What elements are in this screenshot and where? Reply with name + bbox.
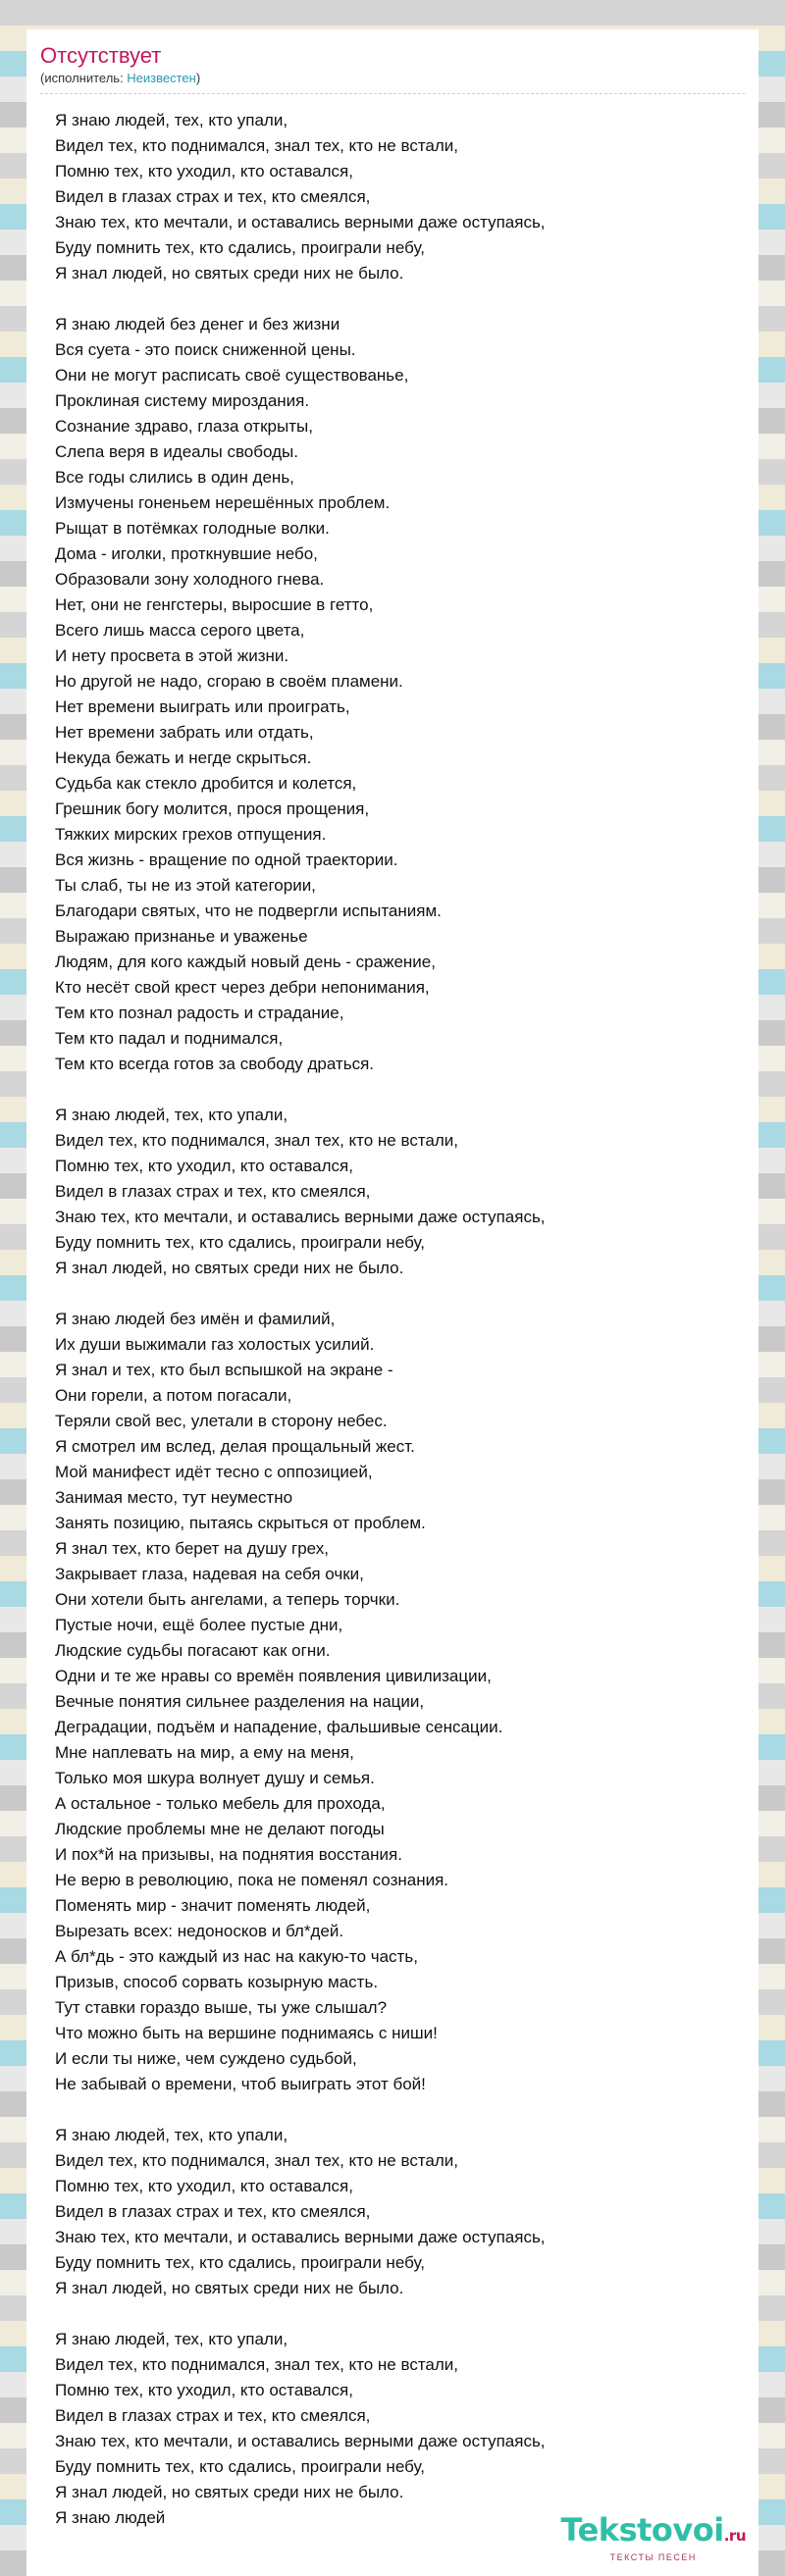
logo-tagline: ТЕКСТЫ ПЕСЕН <box>609 2552 697 2562</box>
site-logo[interactable] <box>561 2513 746 2562</box>
lyric-line: Я смотрел им вслед, делая прощальный жест. <box>55 1437 415 1456</box>
performer-line <box>40 70 745 94</box>
lyric-line: Благодари святых, что не подвергли испытаниям. <box>55 902 442 920</box>
lyric-line: Вырезать всех: недоносков и бл*дей. <box>55 1922 344 1940</box>
lyric-line: Я знаю людей без денег и без жизни <box>55 315 340 334</box>
lyric-line: Я знал и тех, кто был вспышкой на экране - <box>55 1361 393 1379</box>
logo-name: Tekstovoi <box>560 2511 724 2549</box>
lyric-line: Помню тех, кто уходил, кто оставался, <box>55 162 353 180</box>
lyric-line: Людям, для кого каждый новый день - сражение, <box>55 953 436 971</box>
lyric-line: Я знал людей, но святых среди них не было. <box>55 1259 404 1277</box>
lyric-line: Я знаю людей без имён и фамилий, <box>55 1310 336 1328</box>
lyric-line: А бл*дь - это каждый из нас на какую-то часть, <box>55 1947 418 1966</box>
lyric-line: Видел тех, кто поднимался, знал тех, кто не встали, <box>55 1131 459 1150</box>
lyric-line: Что можно быть на вершине поднимаясь с ниши! <box>55 2024 438 2042</box>
lyric-line: Я знаю людей, тех, кто упали, <box>55 111 288 129</box>
lyric-line: Они хотели быть ангелами, а теперь торчки. <box>55 1590 400 1609</box>
lyric-line: Помню тех, кто уходил, кто оставался, <box>55 2381 353 2399</box>
lyric-line: Занять позицию, пытаясь скрыться от проблем. <box>55 1514 426 1532</box>
lyric-line: Образовали зону холодного гнева. <box>55 570 325 589</box>
lyric-line: Призыв, способ сорвать козырную масть. <box>55 1973 379 1991</box>
lyric-line: Пустые ночи, ещё более пустые дни, <box>55 1616 343 1634</box>
lyric-line: Рыщат в потёмках голодные волки. <box>55 519 330 538</box>
lyric-line: Я знал людей, но святых среди них не было. <box>55 2279 404 2297</box>
lyric-line: Я знаю людей, тех, кто упали, <box>55 1106 288 1124</box>
lyric-line: Нет времени забрать или отдать, <box>55 723 314 742</box>
lyric-line: Слепа веря в идеалы свободы. <box>55 442 298 461</box>
lyric-line: Закрывает глаза, надевая на себя очки, <box>55 1565 364 1583</box>
lyric-line: Людские судьбы погасают как огни. <box>55 1641 331 1660</box>
lyric-line: Не забывай о времени, чтоб выиграть этот бой! <box>55 2075 426 2093</box>
lyric-line: Я знал тех, кто берет на душу грех, <box>55 1539 329 1558</box>
lyric-line: И нету просвета в этой жизни. <box>55 646 289 665</box>
lyric-line: Теряли свой вес, улетали в сторону небес. <box>55 1412 388 1430</box>
lyric-line: Всего лишь масса серого цвета, <box>55 621 305 640</box>
lyric-line: Мне наплевать на мир, а ему на меня, <box>55 1743 354 1762</box>
lyric-line: Видел тех, кто поднимался, знал тех, кто не встали, <box>55 2355 459 2374</box>
lyric-line: Грешник богу молится, прося прощения, <box>55 799 370 818</box>
lyric-line: Буду помнить тех, кто сдались, проиграли небу, <box>55 238 425 257</box>
performer-suffix: ) <box>195 71 201 85</box>
lyric-line: Тем кто всегда готов за свободу драться. <box>55 1055 374 1073</box>
lyric-line: Вечные понятия сильнее разделения на нации, <box>55 1692 425 1711</box>
lyric-line: И если ты ниже, чем суждено судьбой, <box>55 2049 357 2068</box>
lyrics-stanza <box>55 312 745 1077</box>
lyric-line: Поменять мир - значит поменять людей, <box>55 1896 371 1915</box>
logo-tld: .ru <box>723 2527 746 2545</box>
lyric-line: Знаю тех, кто мечтали, и оставались верными даже оступаясь, <box>55 2228 546 2246</box>
lyric-line: Буду помнить тех, кто сдались, проиграли небу, <box>55 2253 425 2272</box>
lyric-line: Видел в глазах страх и тех, кто смеялся, <box>55 2406 371 2425</box>
lyric-line: Дома - иголки, проткнувшие небо, <box>55 544 318 563</box>
lyric-line: Вся жизнь - вращение по одной траектории. <box>55 850 398 869</box>
lyric-line: Я знаю людей, тех, кто упали, <box>55 2330 288 2348</box>
lyric-line: Все годы слились в один день, <box>55 468 294 487</box>
lyric-line: Знаю тех, кто мечтали, и оставались верными даже оступаясь, <box>55 2432 546 2450</box>
performer-link[interactable]: Неизвестен <box>127 71 196 85</box>
lyric-line: Деградации, подъём и нападение, фальшивые сенсации. <box>55 1718 503 1736</box>
lyric-line: Нет, они не генгстеры, выросшие в гетто, <box>55 595 374 614</box>
lyric-line: Они горели, а потом погасали, <box>55 1386 292 1405</box>
lyric-line: Измучены гоненьем нерешённых проблем. <box>55 493 391 512</box>
lyric-line: Знаю тех, кто мечтали, и оставались верными даже оступаясь, <box>55 1208 546 1226</box>
lyric-line: Но другой не надо, сгораю в своём пламени. <box>55 672 403 691</box>
lyric-line: Они не могут расписать своё существованье, <box>55 366 409 385</box>
lyric-line: Не верю в революцию, пока не поменял сознания. <box>55 1871 449 1889</box>
lyric-line: Тут ставки гораздо выше, ты уже слышал? <box>55 1998 388 2017</box>
lyrics-stanza <box>55 108 745 286</box>
lyric-line: Кто несёт свой крест через дебри непонимания, <box>55 978 430 997</box>
lyrics-stanza <box>55 2123 745 2301</box>
lyric-line: Я знаю людей, тех, кто упали, <box>55 2126 288 2144</box>
lyric-line: И пох*й на призывы, на поднятия восстания. <box>55 1845 402 1864</box>
lyric-line: Их души выжимали газ холостых усилий. <box>55 1335 375 1354</box>
lyric-line: Только моя шкура волнует душу и семья. <box>55 1769 375 1787</box>
lyric-line: Знаю тех, кто мечтали, и оставались верными даже оступаясь, <box>55 213 546 232</box>
lyric-line: Вся суета - это поиск сниженной цены. <box>55 340 356 359</box>
lyric-line: Видел тех, кто поднимался, знал тех, кто не встали, <box>55 136 459 155</box>
lyric-line: Тем кто познал радость и страдание, <box>55 1004 344 1022</box>
lyric-line: Видел в глазах страх и тех, кто смеялся, <box>55 2202 371 2221</box>
lyric-line: Тем кто падал и поднимался, <box>55 1029 284 1048</box>
lyric-line: Я знаю людей <box>55 2508 166 2527</box>
lyric-line: Видел тех, кто поднимался, знал тех, кто не встали, <box>55 2151 459 2170</box>
lyric-line: Проклиная систему мироздания. <box>55 391 310 410</box>
lyric-line: Судьба как стекло дробится и колется, <box>55 774 357 793</box>
lyric-line: Буду помнить тех, кто сдались, проиграли небу, <box>55 1233 425 1252</box>
lyrics-stanza <box>55 1307 745 2097</box>
lyric-line: Тяжких мирских грехов отпущения. <box>55 825 327 844</box>
lyric-line: Помню тех, кто уходил, кто оставался, <box>55 2177 353 2195</box>
lyric-line: Видел в глазах страх и тех, кто смеялся, <box>55 187 371 206</box>
lyric-line: Я знал людей, но святых среди них не было. <box>55 2483 404 2501</box>
lyrics-stanza <box>55 2327 745 2531</box>
lyric-line: Одни и те же нравы со времён появления цивилизации, <box>55 1667 492 1685</box>
lyric-line: Я знал людей, но святых среди них не было. <box>55 264 404 283</box>
lyric-line: Мой манифест идёт тесно с оппозицией, <box>55 1463 373 1481</box>
lyric-line: Помню тех, кто уходил, кто оставался, <box>55 1157 353 1175</box>
logo-wordmark <box>561 2513 746 2552</box>
performer-prefix: (исполнитель: <box>40 71 128 85</box>
lyric-line: Людские проблемы мне не делают погоды <box>55 1820 385 1838</box>
song-title: Отсутствует <box>40 43 162 68</box>
lyric-line: Видел в глазах страх и тех, кто смеялся, <box>55 1182 371 1201</box>
lyric-line: Сознание здраво, глаза открыты, <box>55 417 313 436</box>
lyric-line: Занимая место, тут неуместно <box>55 1488 293 1507</box>
lyrics-stanza <box>55 1103 745 1281</box>
lyric-line: Буду помнить тех, кто сдались, проиграли небу, <box>55 2457 425 2476</box>
lyric-line: Некуда бежать и негде скрыться. <box>55 748 312 767</box>
lyric-line: Ты слаб, ты не из этой категории, <box>55 876 316 895</box>
lyrics-card <box>26 29 759 2576</box>
lyric-line: А остальное - только мебель для прохода, <box>55 1794 386 1813</box>
lyric-line: Нет времени выиграть или проиграть, <box>55 697 350 716</box>
lyrics-body <box>40 108 745 2531</box>
lyric-line: Выражаю признанье и уваженье <box>55 927 308 946</box>
